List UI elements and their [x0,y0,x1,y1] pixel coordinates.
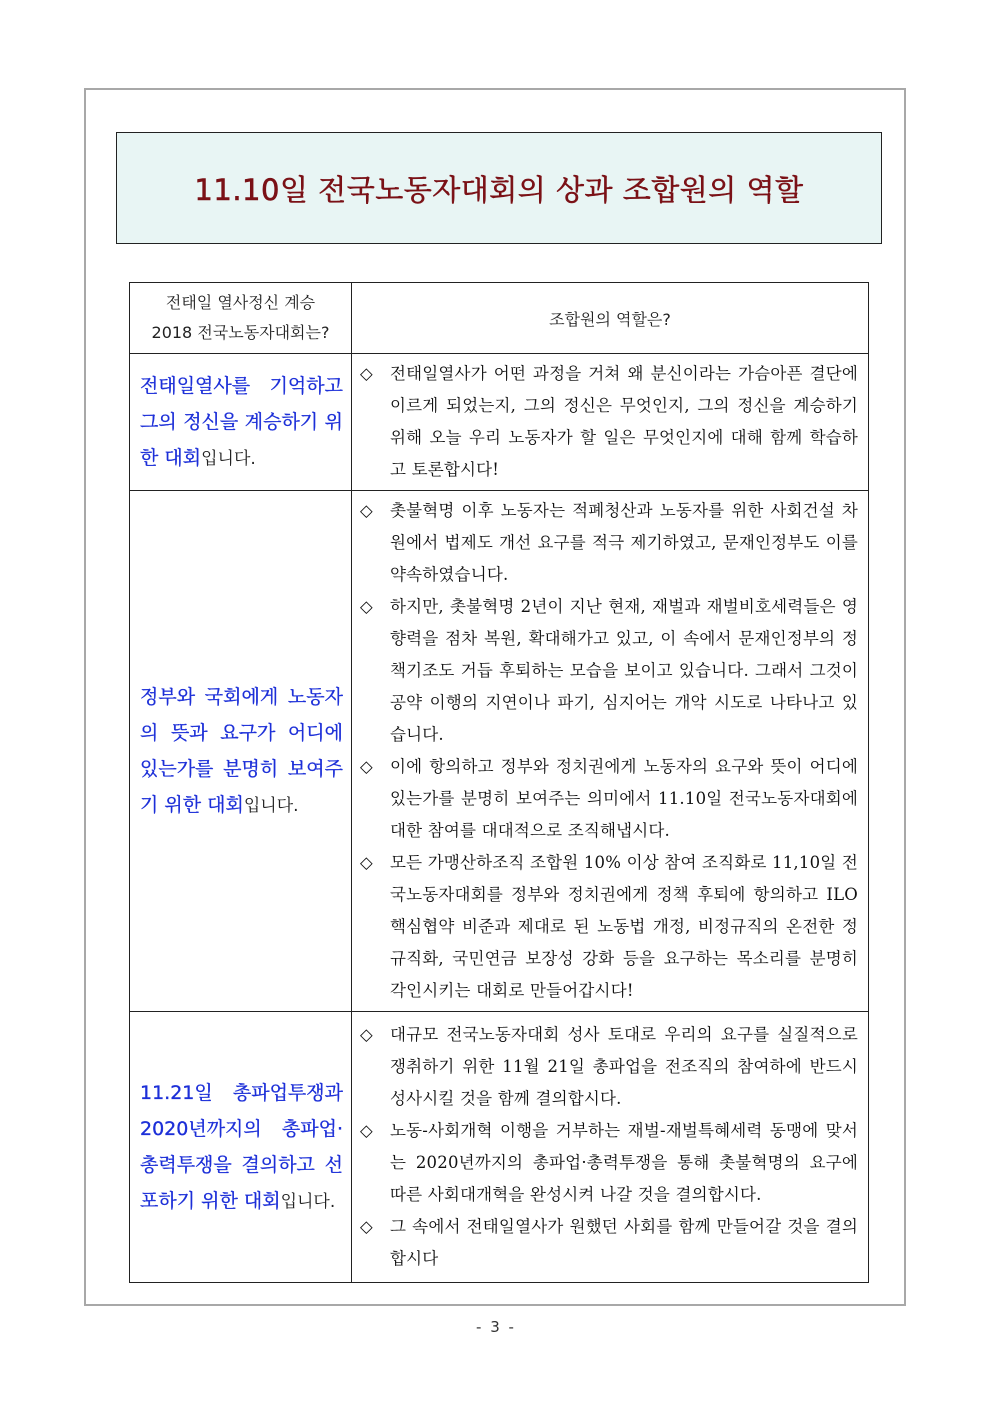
page-number: - 3 - [476,1318,516,1336]
row-purpose: 정부와 국회에게 노동자의 뜻과 요구가 어디에 있는가를 분명히 보여주기 위한 대회 [140,685,343,816]
header-left-line2: 2018 전국노동자대회는? [151,323,330,342]
list-item: ◇ 대규모 전국노동자대회 성사 토대로 우리의 요구를 실질적으로 쟁취하기 위한 11월 21일 총파업을 전조직의 참여하에 반드시 성사시킬 것을 함께 결의합시다. [360,1019,858,1115]
roles-table [129,282,869,1283]
diamond-bullet-icon: ◇ [360,1121,373,1140]
row-right-cell [352,491,869,1012]
row-right-cell [352,1012,869,1283]
list-item: ◇ 모든 가맹산하조직 조합원 10% 이상 참여 조직화로 11,10일 전국노동자대회를 정부와 정치권에게 정책 후퇴에 항의하고 ILO 핵심협약 비준과 제대로 된 노동법 개정, 비정규직의 온전한 정규직화, 국민연금 보장성 강화 등을 요구하는 목소리를 분명히 각인시키는 대회로 만들어갑시다! [360,847,858,1007]
row-left-cell [130,1012,352,1283]
table-header-row [130,283,869,354]
row-purpose-tail: 입니다. [280,1191,336,1212]
table-row [130,354,869,491]
list-item: ◇ 하지만, 촛불혁명 2년이 지난 현재, 재벌과 재벌비호세력들은 영향력을 점차 복원, 확대해가고 있고, 이 속에서 문재인정부의 정책기조도 거듭 후퇴하는 모습을 보이고 있습니다. 그래서 그것이 공약 이행의 지연이나 파기, 심지어는 개악 시도로 나타나고 있습니다. [360,591,858,751]
row-left-cell [130,491,352,1012]
list-item: ◇ 촛불혁명 이후 노동자는 적폐청산과 노동자를 위한 사회건설 차원에서 법제도 개선 요구를 적극 제기하였고, 문재인정부도 이를 약속하였습니다. [360,495,858,591]
diamond-bullet-icon: ◇ [360,853,373,872]
document-title: 11.10일 전국노동자대회의 상과 조합원의 역할 [194,172,804,207]
list-item: ◇ 노동-사회개혁 이행을 거부하는 재벌-재벌특혜세력 동맹에 맞서는 2020년까지의 총파업·총력투쟁을 통해 촛불혁명의 요구에 따른 사회대개혁을 완성시켜 나갈 것을 결의합시다. [360,1115,858,1211]
header-left [130,283,352,354]
title-box [116,132,882,244]
row-purpose-tail: 입니다. [243,795,299,816]
row-purpose: 11.21일 총파업투쟁과 2020년까지의 총파업·총력투쟁을 결의하고 선포하기 위한 대회 [140,1081,343,1212]
diamond-bullet-icon: ◇ [360,501,373,520]
header-right: 조합원의 역할은? [352,283,869,354]
list-item: ◇ 전태일열사가 어떤 과정을 거쳐 왜 분신이라는 가슴아픈 결단에 이르게 되었는지, 그의 정신은 무엇인지, 그의 정신을 계승하기 위해 오늘 우리 노동자가 할 일은 무엇인지에 대해 함께 학습하고 토론합시다! [360,358,858,486]
row-right-cell [352,354,869,491]
header-left-line1: 전태일 열사정신 계승 [165,293,316,312]
diamond-bullet-icon: ◇ [360,364,373,383]
list-item: ◇ 이에 항의하고 정부와 정치권에게 노동자의 요구와 뜻이 어디에 있는가를 분명히 보여주는 의미에서 11.10일 전국노동자대회에 대한 참여를 대대적으로 조직해냅시다. [360,751,858,847]
row-left-cell [130,354,352,491]
table-row [130,491,869,1012]
diamond-bullet-icon: ◇ [360,597,373,616]
diamond-bullet-icon: ◇ [360,1217,373,1236]
list-item: ◇ 그 속에서 전태일열사가 원했던 사회를 함께 만들어갈 것을 결의합시다 [360,1211,858,1275]
diamond-bullet-icon: ◇ [360,1025,373,1044]
diamond-bullet-icon: ◇ [360,757,373,776]
row-purpose-tail: 입니다. [201,448,256,469]
row-purpose: 전태일열사를 기억하고 그의 정신을 계승하기 위한 대회 [140,374,343,469]
table-row [130,1012,869,1283]
